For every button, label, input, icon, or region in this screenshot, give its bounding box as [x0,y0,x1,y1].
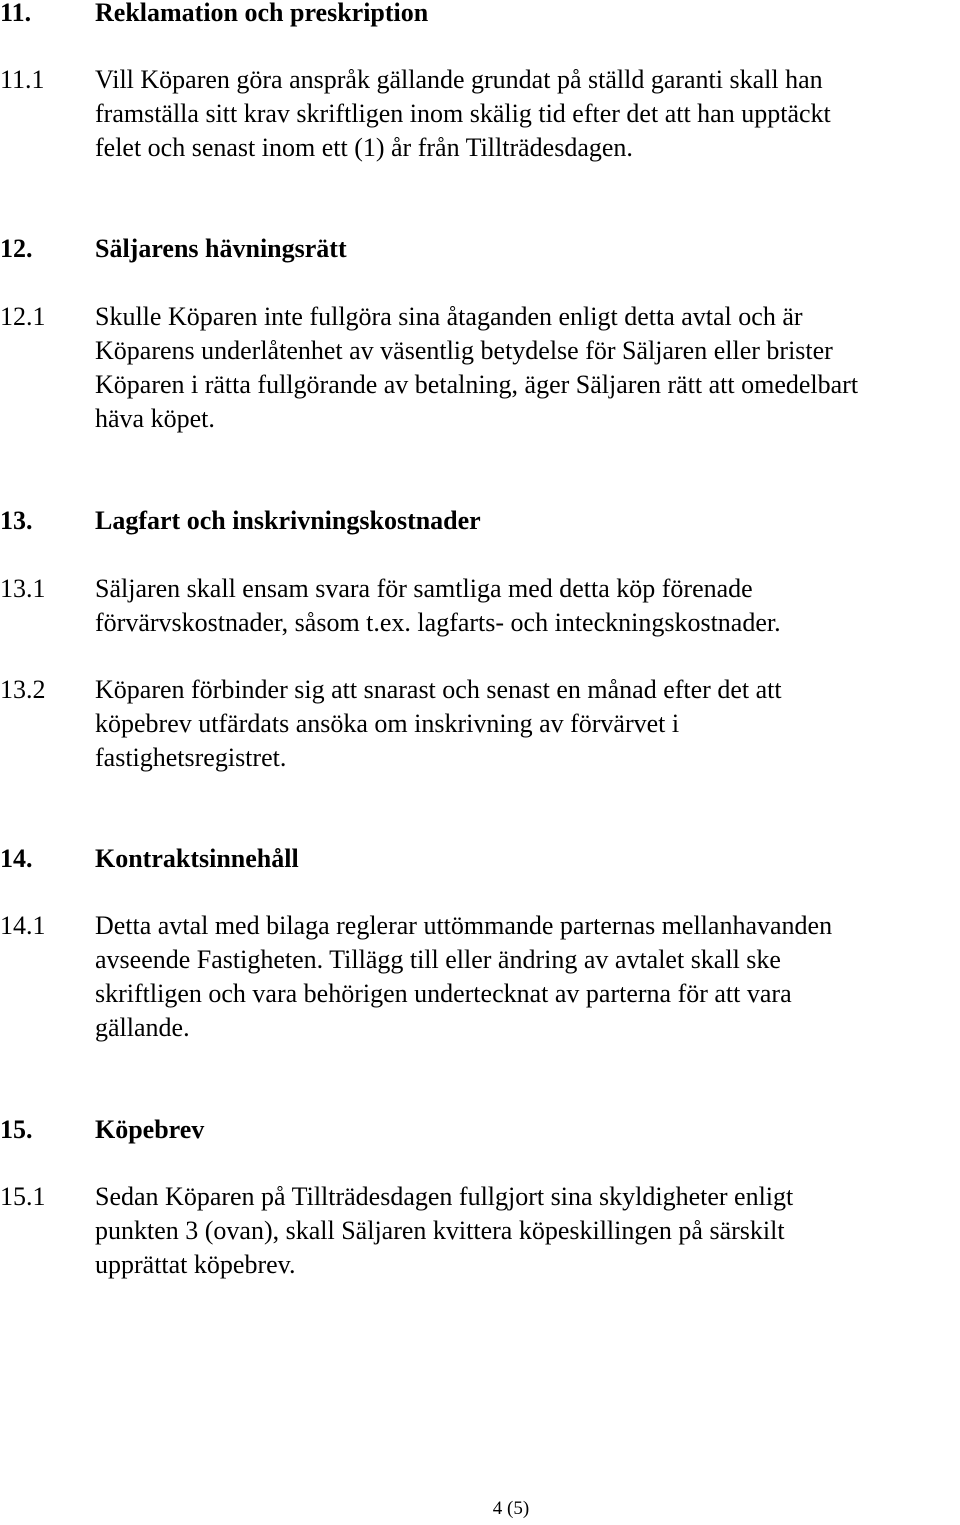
section-number: 11. [0,0,32,27]
clause-line: Sedan Köparen på Tillträdesdagen fullgjort sina skyldigheter enligt [95,1182,794,1211]
clause-line: Köparen i rätta fullgörande av betalning, äger Säljaren rätt att omedelbart [95,370,859,399]
section-number: 12. [0,234,33,263]
clause-line: framställa sitt krav skriftligen inom skälig tid efter det att han upptäckt [95,99,831,128]
clause-line: Vill Köparen göra anspråk gällande grundat på ställd garanti skall han [95,65,823,94]
clause-text [95,673,960,775]
clause-line: Skulle Köparen inte fullgöra sina åtaganden enligt detta avtal och är [95,302,803,331]
clause-line: Köparens underlåtenhet av väsentlig betydelse för Säljaren eller brister [95,336,833,365]
clause-text [95,63,960,165]
section-title: Säljarens hävningsrätt [95,234,347,263]
clause-text [95,909,960,1045]
clause-line: förvärvskostnader, såsom t.ex. lagfarts- och inteckningskostnader. [95,608,781,637]
clause-line: häva köpet. [95,404,215,433]
clause-line: Köparen förbinder sig att snarast och senast en månad efter det att [95,675,782,704]
clause-text [95,572,960,640]
clause-text [95,1180,960,1282]
clause-line: gällande. [95,1013,190,1042]
section-title: Lagfart och inskrivningskostnader [95,506,481,535]
clause-number: 14.1 [0,911,46,940]
section-title: Reklamation och preskription [95,0,429,27]
section-number: 13. [0,506,33,535]
section-number: 15. [0,1115,33,1144]
clause-text [95,300,960,436]
clause-line: avseende Fastigheten. Tillägg till eller ändring av avtalet skall ske [95,945,781,974]
section-title: Kontraktsinnehåll [95,844,299,873]
clause-number: 11.1 [0,65,45,94]
section-title: Köpebrev [95,1115,205,1144]
clause-number: 15.1 [0,1182,46,1211]
clause-line: fastighetsregistret. [95,743,287,772]
clause-line: köpebrev utfärdats ansöka om inskrivning av förvärvet i [95,709,680,738]
section-number: 14. [0,844,33,873]
clause-line: Säljaren skall ensam svara för samtliga med detta köp förenade [95,574,753,603]
clause-number: 13.2 [0,675,46,704]
page-number: 4 (5) [492,1498,530,1519]
clause-number: 12.1 [0,302,46,331]
clause-number: 13.1 [0,574,46,603]
clause-line: punkten 3 (ovan), skall Säljaren kvittera köpeskillingen på särskilt [95,1216,785,1245]
clause-line: skriftligen och vara behörigen undertecknat av parterna för att vara [95,979,792,1008]
clause-line: Detta avtal med bilaga reglerar uttömmande parternas mellanhavanden [95,911,833,940]
clause-line: upprättat köpebrev. [95,1250,296,1279]
page-footer [0,1497,960,1521]
clause-line: felet och senast inom ett (1) år från Tillträdesdagen. [95,133,633,162]
